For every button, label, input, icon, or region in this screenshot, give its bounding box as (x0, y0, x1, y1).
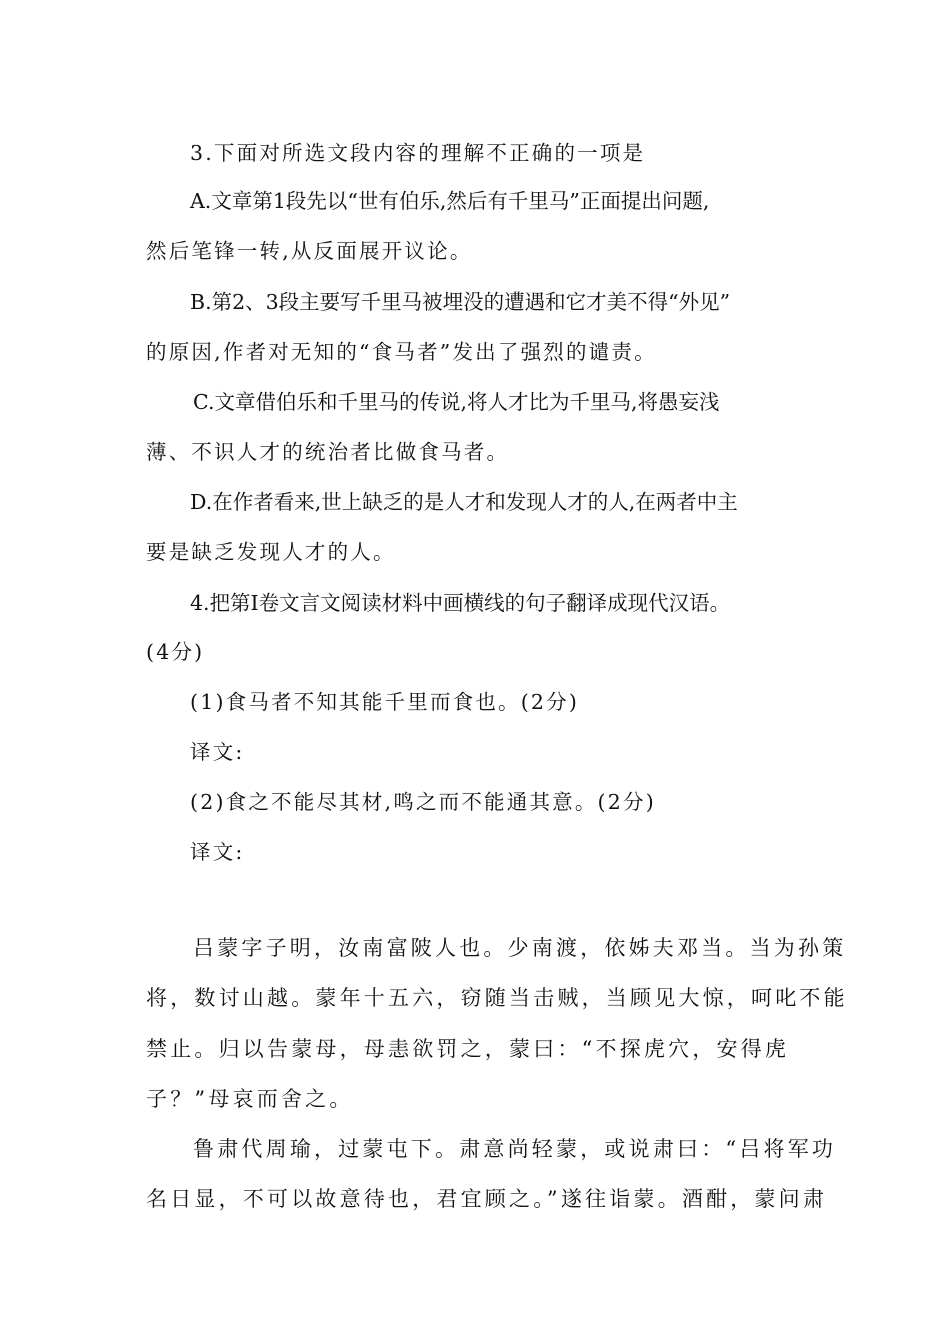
passage-para-2-line-1: 鲁肃代周瑜，过蒙屯下。肃意尚轻蒙，或说肃曰：“吕将军功 (193, 1137, 837, 1161)
passage-para-2-line-2: 名日显，不可以故意待也，君宜顾之。”遂往诣蒙。酒酣，蒙问肃 (146, 1187, 828, 1211)
option-c-line-1: C.文章借伯乐和千里马的传说,将人才比为千里马,将愚妄浅 (193, 390, 720, 414)
question-4-stem-line-2: (4分) (146, 640, 205, 664)
translation-answer-1-label: 译文: (190, 740, 245, 764)
passage-para-1-line-2: 将，数讨山越。蒙年十五六，窃随当击贼，当顾见大惊，呵叱不能 (146, 986, 848, 1010)
option-b-line-1: B.第2、3段主要写千里马被埋没的遭遇和它才美不得“外见” (190, 290, 731, 314)
passage-para-1-line-4: 子？”母哀而舍之。 (146, 1087, 354, 1111)
passage-para-1-line-3: 禁止。归以告蒙母，母恚欲罚之，蒙曰：“不探虎穴，安得虎 (146, 1037, 790, 1061)
translation-answer-2-label: 译文: (190, 840, 245, 864)
question-4-stem-line-1: 4.把第Ⅰ卷文言文阅读材料中画横线的句子翻译成现代汉语。 (190, 591, 731, 615)
translation-item-1: (1)食马者不知其能千里而食也。(2分) (190, 690, 580, 714)
translation-item-2: (2)食之不能尽其材,鸣之而不能通其意。(2分) (190, 790, 656, 814)
question-3-stem: 3.下面对所选文段内容的理解不正确的一项是 (190, 141, 646, 165)
option-d-line-2: 要是缺乏发现人才的人。 (146, 540, 396, 564)
option-d-line-1: D.在作者看来,世上缺乏的是人才和发现人才的人,在两者中主 (190, 490, 738, 514)
option-b-line-2: 的原因,作者对无知的“食马者”发出了强烈的谴责。 (146, 340, 657, 364)
passage-para-1-line-1: 吕蒙字子明，汝南富陂人也。少南渡，依姊夫邓当。当为孙策 (193, 936, 847, 960)
option-a-line-1: A.文章第1段先以“世有伯乐,然后有千里马”正面提出问题, (190, 189, 710, 213)
option-c-line-2: 薄、不识人才的统治者比做食马者。 (146, 440, 510, 464)
option-a-line-2: 然后笔锋一转,从反面展开议论。 (146, 239, 473, 263)
